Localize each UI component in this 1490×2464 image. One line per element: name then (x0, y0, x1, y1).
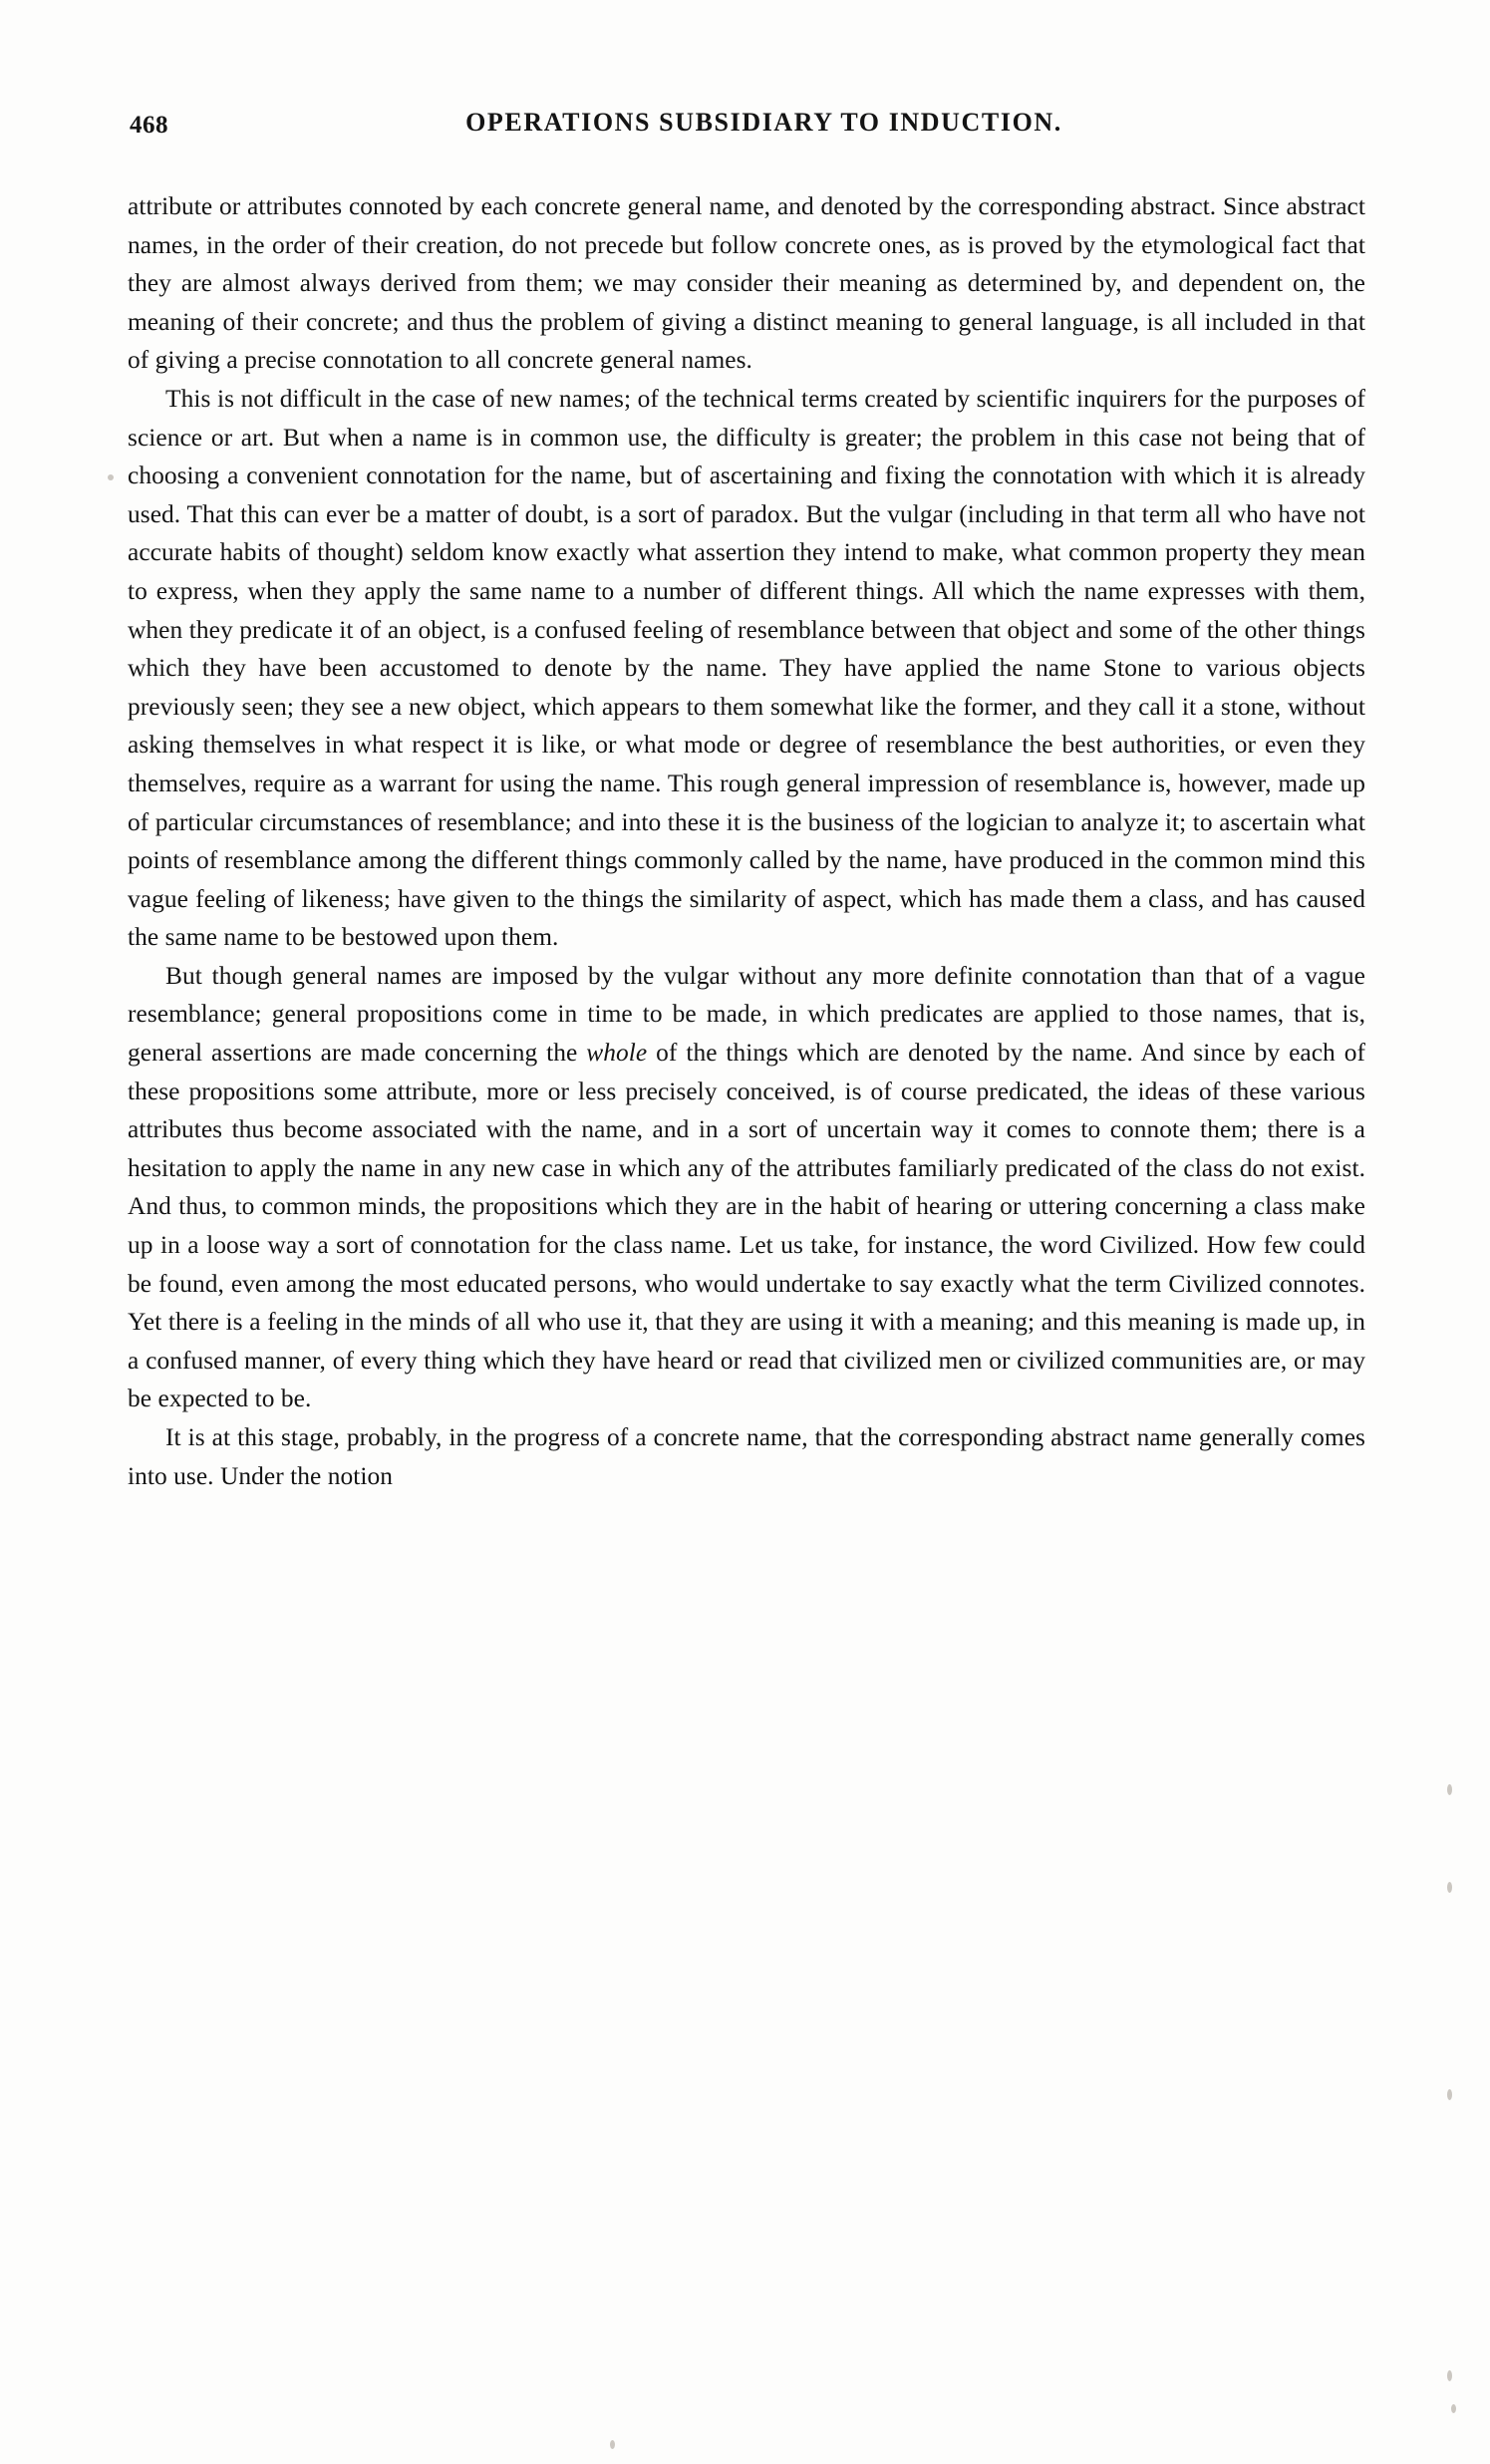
paragraph: This is not difficult in the case of new names; of the technical terms created by scientific inquirers for the purposes of science or art. But when a name is in common use, the difficulty is greater; the problem in this case not being that of choosing a convenient connotation for the name, but of ascertaining and fixing the connotation with which it is already used. That this can ever be a matter of doubt, is a sort of paradox. But the vulgar (including in that term all who have not accurate habits of thought) seldom know exactly what assertion they intend to make, what common property they mean to express, when they apply the same name to a number of different things. All which the name expresses with them, when they predicate it of an object, is a confused feeling of resemblance between that object and some of the other things which they have been accustomed to denote by the name. They have applied the name Stone to various objects previously seen; they see a new object, which appears to them somewhat like the former, and they call it a stone, without asking themselves in what respect it is like, or what mode or degree of resemblance the best authorities, or even they themselves, require as a warrant for using the name. This rough general impression of resemblance is, however, made up of particular circumstances of resemblance; and into these it is the business of the logician to analyze it; to ascertain what points of resemblance among the different things commonly called by the name, have produced in the common mind this vague feeling of likeness; have given to the things the similarity of aspect, which has made them a class, and has caused the same name to be bestowed upon them. (128, 384, 1365, 952)
page-header (130, 108, 1360, 148)
paragraph-text-before-italic: But though general names are imposed by the vulgar without any more definite connotation than that of a vague resemblance; general propositions come in time to be made, in which predicates are applied to those names, that is, general assertions are made concerning the (128, 961, 1365, 1068)
paragraph: It is at this stage, probably, in the progress of a concrete name, that the corresponding abstract name generally comes into use. Under the notion (128, 1423, 1365, 1490)
paragraph-text-after-italic: of the things which are denoted by the name. And since by each of these propositions some attribute, more or less precisely conceived, is of course predicated, the ideas of these various attributes thus become associated with the name, and in a sort of uncertain way it comes to connote them; there is a hesitation to apply the name in any new case in which any of the attributes familiarly predicated of the class do not exist. And thus, to common minds, the propositions which they are in the habit of hearing or uttering concerning a class make up in a loose way a sort of connotation for the class name. Let us take, for instance, the word Civilized. How few could be found, even among the most educated persons, who would undertake to say exactly what the term Civilized connotes. Yet there is a feeling in the minds of all who use it, that they are using it with a meaning; and this meaning is made up, in a confused manner, of every thing which they have heard or read that civilized men or civilized communities are, or may be expected to be. (128, 1039, 1365, 1413)
page-body (128, 187, 1365, 1495)
italic-emphasis: whole (586, 1039, 648, 1068)
scan-speck (1447, 1784, 1452, 1795)
paragraph (128, 957, 1365, 1418)
paragraph: attribute or attributes connoted by each concrete general name, and denoted by the corresponding abstract. Since abstract names, in the order of their creation, do not precede but follow concrete ones, as is proved by the etymological fact that they are almost always derived from them; we may consider their meaning as determined by, and dependent on, the meaning of their concrete; and thus the problem of giving a distinct meaning to general language, is all included in that of giving a precise connotation to all concrete general names. (128, 192, 1365, 375)
scan-speck (108, 474, 114, 480)
scan-speck (1451, 2404, 1456, 2413)
scan-speck (610, 2440, 615, 2449)
scan-speck (1447, 1882, 1452, 1893)
scan-speck (1447, 2089, 1452, 2100)
running-head: OPERATIONS SUBSIDIARY TO INDUCTION. (465, 108, 1062, 137)
page-number: 468 (130, 112, 168, 139)
scan-speck (1447, 2370, 1452, 2381)
